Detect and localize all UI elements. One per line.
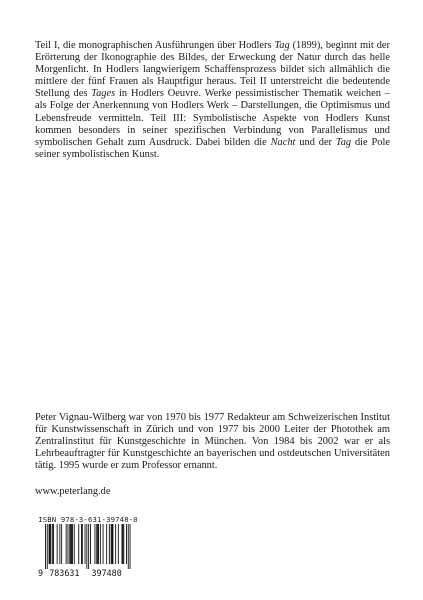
paragraph-text: die Pole seiner symbolistischen Kunst.	[35, 136, 390, 160]
barcode-bar	[50, 524, 51, 564]
barcode-bar	[100, 524, 101, 564]
barcode-bar	[74, 524, 75, 564]
barcode-bar	[96, 524, 97, 564]
italic-title-text: Nacht	[270, 136, 296, 148]
barcode-bar	[98, 524, 99, 564]
barcode-bar	[69, 524, 70, 564]
barcode-bar	[111, 524, 112, 564]
barcode-bar	[118, 524, 119, 564]
barcode-bar	[86, 524, 87, 569]
barcode-bar	[78, 524, 79, 564]
paragraph-text: Teil I, die monographischen Ausführungen über Hodlers	[35, 40, 275, 51]
barcode-bar	[112, 524, 113, 564]
barcode-bar	[130, 524, 131, 569]
barcode-bar	[68, 524, 69, 564]
publisher-website[interactable]: www.peterlang.de	[35, 486, 111, 497]
barcode-bar	[70, 524, 71, 564]
barcode-bar	[59, 524, 60, 564]
barcode-bar	[115, 524, 116, 564]
barcode-bar	[49, 524, 50, 564]
barcode-bar	[88, 524, 89, 569]
italic-title-text: Tag	[274, 40, 290, 51]
barcode-bar	[95, 524, 96, 564]
barcode-bar	[122, 524, 123, 564]
barcode-bar	[45, 524, 46, 569]
barcode-bar	[126, 524, 127, 564]
barcode-digits: 397480	[91, 568, 122, 577]
barcode-digits: 783631	[49, 568, 80, 577]
paragraph-text: und der	[295, 136, 336, 148]
barcode-bar	[53, 524, 54, 564]
author-bio-paragraph: Peter Vignau-Wilberg war von 1970 bis 1977 Redakteur am Schweizerischen Institut für Kunstwissenschaft in Zürich und von 1977 bis 2000 Leiter der Photothek am Zentralinstitut für Kunstgeschichte in München. Von 1984 bis 2002 war er als Lehrbeauftragter für Kunstgeschichte an bayerischen und ostdeutschen Universitäten tätig. 1995 wurde er zum Professor ernannt.	[35, 412, 390, 472]
barcode-bar	[90, 524, 91, 564]
barcode-bar	[82, 524, 83, 564]
barcode-bar	[97, 524, 98, 564]
barcode-bar	[113, 524, 114, 564]
barcode-bar	[122, 524, 123, 564]
barcode-bar	[103, 524, 104, 564]
barcode-bar	[72, 524, 73, 564]
barcode-bar	[47, 524, 48, 569]
description-paragraph	[35, 40, 390, 161]
italic-title-text: Tag	[335, 136, 352, 148]
paragraph-text: (1899), beginnt mit der Erörterung der Ikonographie des Bildes, der Erweckung der Natur durch das helle Morgenlicht. In Hodlers langwierigem Schaffensprozess bildet sich allmählich die mittlere der fünf Frauen als Hauptfigur heraus. Teil II unterstreicht die bedeutende Stellung des	[35, 40, 390, 100]
barcode-graphic	[35, 524, 141, 577]
barcode-bar	[81, 524, 82, 564]
paragraph-text: in Hodlers Oeuvre. Werke pessimistischer Thematik weichen – als Folge der Anerkennung von Hodlers Werk – Darstellungen, die Optimismus und Lebensfreude vermitteln. Teil III: Symbolistische Aspekte von Hodlers Kunst kommen besonders in seiner spezifischen Verbindung von Parallelismus und symbolischen Gehalt zum Ausdruck. Dabei bilden die	[35, 88, 390, 148]
barcode-bar	[109, 524, 110, 564]
barcode-bar	[128, 524, 129, 569]
italic-title-text: Tages	[91, 88, 116, 100]
barcode-bar	[106, 524, 107, 564]
barcode-bar	[50, 524, 51, 564]
barcode-bar	[71, 524, 72, 564]
barcode-bar	[66, 524, 67, 564]
isbn-barcode	[35, 515, 141, 577]
isbn-label: ISBN 978-3-631-39748-0	[38, 515, 138, 524]
barcode-bar	[57, 524, 58, 564]
barcode-bar	[52, 524, 53, 564]
barcode-bar	[61, 524, 62, 564]
barcode-bar	[123, 524, 124, 564]
barcode-bar	[85, 524, 86, 564]
barcode-digits: 9	[38, 568, 44, 577]
